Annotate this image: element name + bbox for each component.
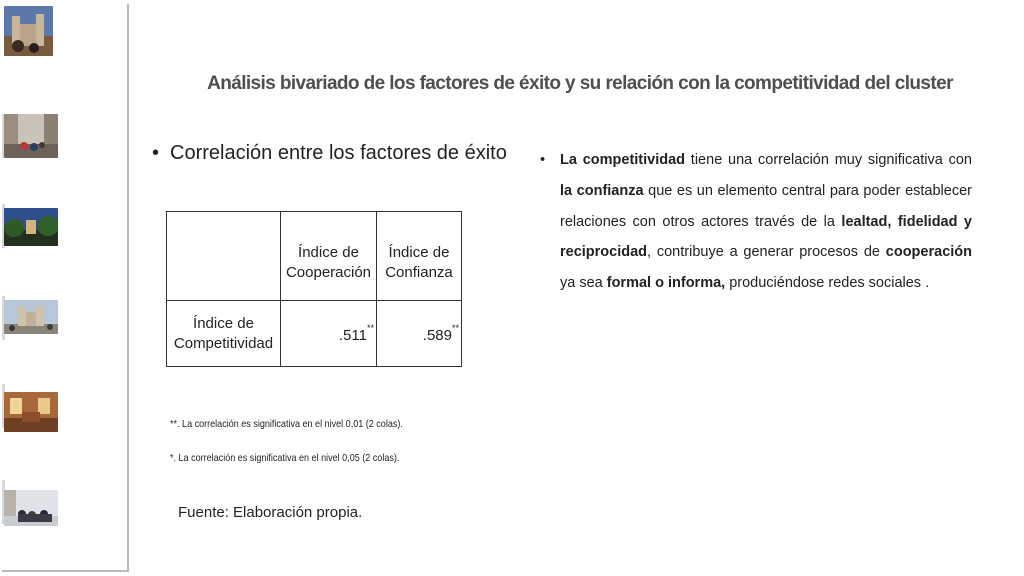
significance-mark: ** <box>451 323 459 333</box>
source-caption: Fuente: Elaboración propia. <box>178 504 363 521</box>
row-header-competitividad: Índice de Competitividad <box>167 301 281 367</box>
table-corner-cell <box>167 212 281 301</box>
significance-note-001: **. La correlación es significativa en el nivel 0,01 (2 colas). <box>170 418 403 430</box>
bullet-icon: • <box>152 142 160 164</box>
paragraph-text: produciéndose redes sociales . <box>725 275 930 292</box>
paragraph-text: ya sea <box>560 275 607 292</box>
left-bullet-text: Correlación entre los factores de éxito <box>170 142 507 164</box>
analysis-paragraph-body <box>560 145 972 299</box>
header-confianza: Índice de Confianza <box>377 212 462 301</box>
left-bullet <box>152 142 507 165</box>
slide-title: Análisis bivariado de los factores de éxito y su relación con la competitividad del cluster <box>207 73 953 94</box>
paragraph-text: que es un elemento central para poder establecer relaciones con otros actores través de la <box>560 182 972 230</box>
cathedral-photo <box>4 6 53 56</box>
street-crowd-photo <box>4 114 58 158</box>
emphasis-text: la confianza <box>560 182 644 199</box>
sidebar-image-strip <box>2 4 129 572</box>
emphasis-text: cooperación <box>885 244 972 261</box>
winter-street-photo <box>4 490 58 526</box>
significance-mark: ** <box>366 323 374 333</box>
paragraph-text: , contribuye a generar procesos de <box>647 244 886 261</box>
plaza-night-photo <box>4 208 58 246</box>
header-cooperacion: Índice de Cooperación <box>281 212 377 301</box>
correlation-table <box>166 211 462 367</box>
emphasis-text: lealtad, fidelidad y reciprocidad <box>560 213 972 261</box>
emphasis-text: formal o informa, <box>606 275 726 292</box>
bullet-icon: • <box>540 152 546 168</box>
interior-room-photo <box>4 392 58 432</box>
value-cooperacion: .511** <box>281 301 377 367</box>
paragraph-text: tiene una correlación muy significativa con <box>685 152 972 168</box>
church-square-photo <box>4 300 58 334</box>
analysis-paragraph <box>540 145 972 299</box>
value-confianza: .589** <box>377 301 462 367</box>
significance-note-005: *. La correlación es significativa en el nivel 0,05 (2 colas). <box>170 452 400 464</box>
emphasis-text: La competitividad <box>560 152 686 168</box>
